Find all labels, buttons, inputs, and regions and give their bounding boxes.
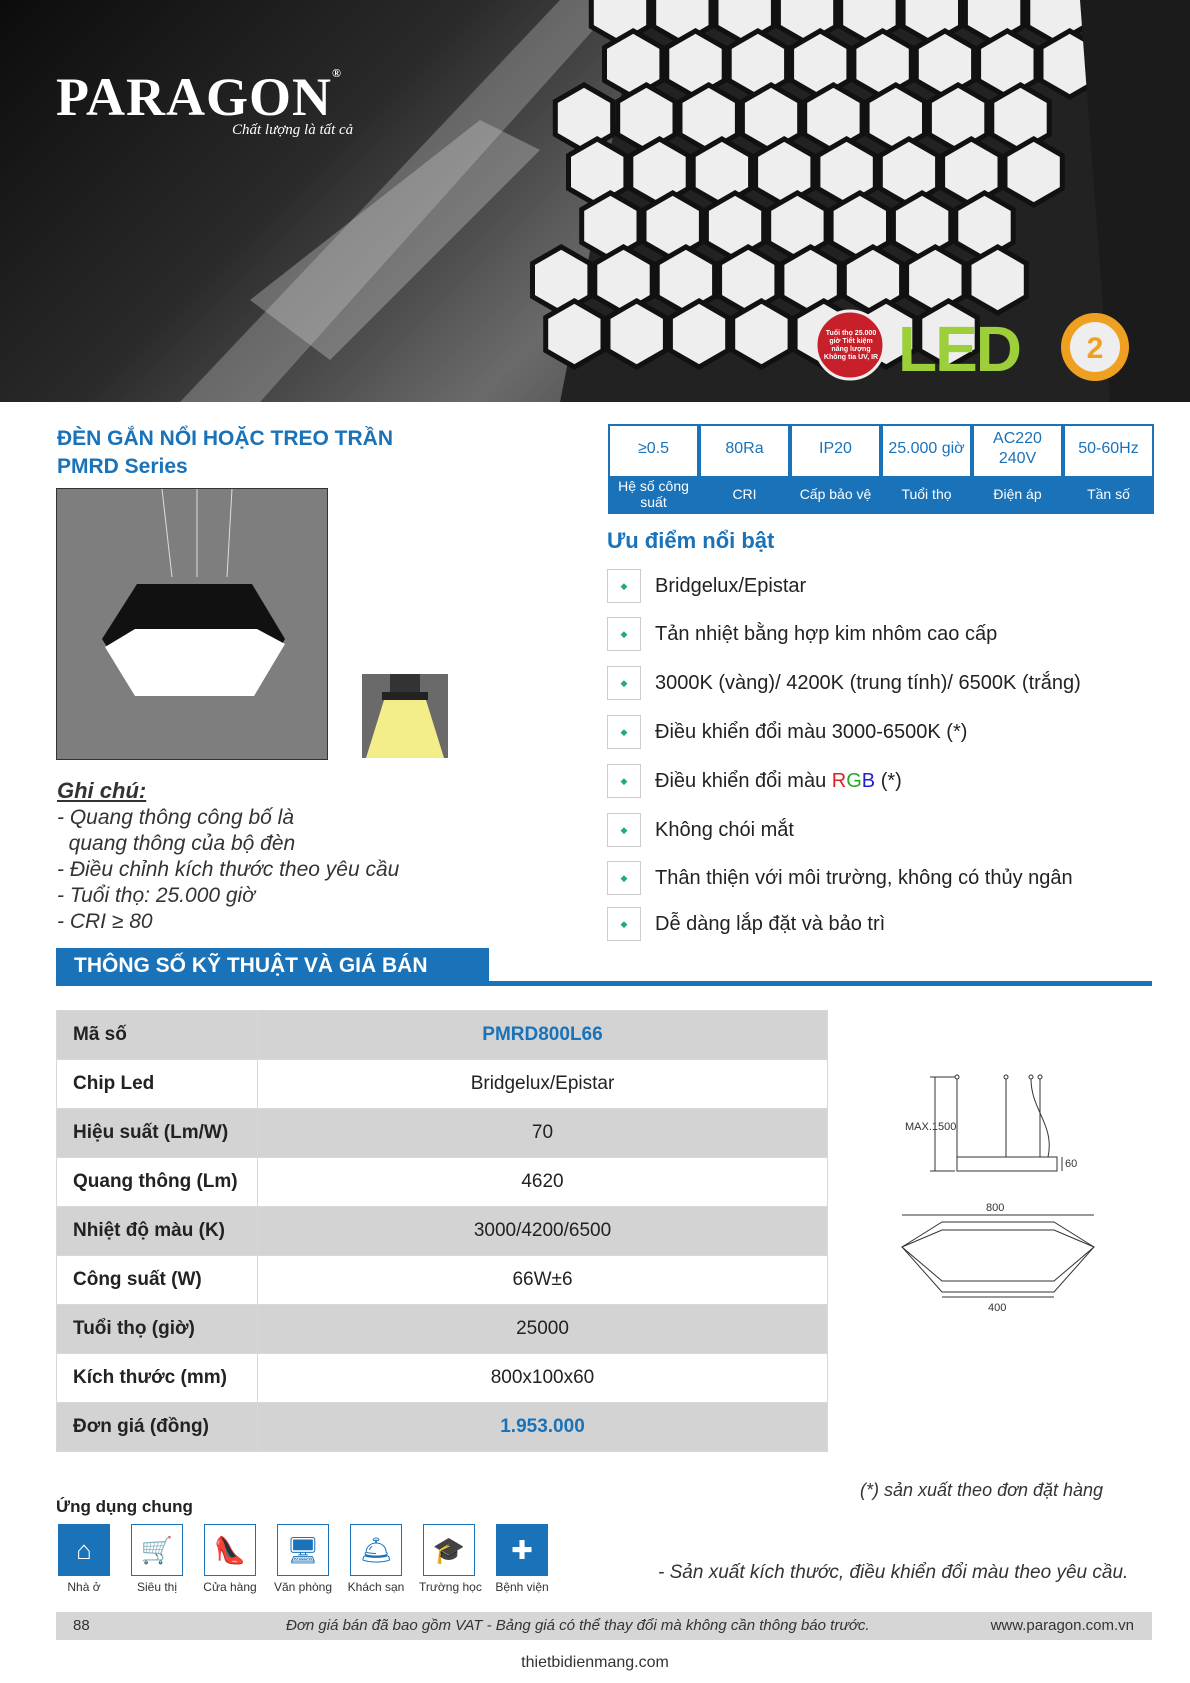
brand-slogan: Chất lượng là tất cả bbox=[232, 122, 354, 138]
advantage-item bbox=[607, 906, 885, 942]
advantage-text: Tản nhiệt bằng hợp kim nhôm cao cấp bbox=[655, 622, 998, 645]
application-item bbox=[346, 1524, 406, 1594]
row-key: Mã số bbox=[57, 1011, 258, 1060]
application-label: Khách sạn bbox=[347, 1580, 405, 1594]
advantages-title: Ưu điểm nổi bật bbox=[607, 528, 775, 553]
ceiling-hexagon bbox=[670, 301, 727, 367]
advantage-text: Điều khiển đổi màu 3000-6500K (*) bbox=[655, 720, 968, 743]
spec-label: Hệ số công suất bbox=[610, 476, 697, 512]
product-photo bbox=[56, 488, 328, 760]
table-row bbox=[57, 1256, 828, 1305]
row-value: 70 bbox=[258, 1109, 828, 1158]
spec-label: CRI bbox=[701, 476, 788, 512]
advantage-item bbox=[607, 616, 997, 652]
application-label: Văn phòng bbox=[273, 1580, 333, 1594]
heatsink-icon: ◆ bbox=[607, 617, 641, 651]
row-value: 3000/4200/6500 bbox=[258, 1207, 828, 1256]
spec-value: IP20 bbox=[819, 440, 852, 457]
bellboy-icon: 🛎 bbox=[350, 1524, 402, 1576]
section-title: THÔNG SỐ KỸ THUẬT VÀ GIÁ BÁN bbox=[56, 948, 489, 984]
spec-label: Tần số bbox=[1065, 476, 1152, 512]
graduation-cap-icon: 🎓 bbox=[423, 1524, 475, 1576]
application-label: Siêu thị bbox=[136, 1580, 178, 1594]
application-item bbox=[54, 1524, 114, 1594]
row-key: Quang thông (Lm) bbox=[57, 1158, 258, 1207]
advantage-item bbox=[607, 860, 1073, 896]
bottom-width-label: 400 bbox=[988, 1302, 1007, 1314]
footer-bar bbox=[56, 1612, 1152, 1640]
ceiling-hexagon bbox=[608, 301, 665, 367]
rgb-icon: ◆ bbox=[607, 764, 641, 798]
product-title: ĐÈN GẮN NỔI HOẶC TREO TRẦN bbox=[57, 427, 393, 450]
spec-box bbox=[699, 424, 790, 514]
spec-value: 50-60Hz bbox=[1078, 440, 1139, 457]
row-value: 1.953.000 bbox=[258, 1403, 828, 1452]
spec-box bbox=[972, 424, 1063, 514]
application-item bbox=[273, 1524, 333, 1594]
application-label: Cửa hàng bbox=[203, 1580, 257, 1594]
note-line: - Điều chỉnh kích thước theo yêu cầu bbox=[57, 858, 400, 881]
height-label: 60 bbox=[1065, 1158, 1078, 1170]
advantage-item bbox=[607, 665, 1081, 701]
note-line: - CRI ≥ 80 bbox=[57, 910, 153, 933]
ceiling-hexagon bbox=[969, 247, 1026, 313]
advantage-text: Thân thiện với môi trường, không có thủy ngân bbox=[655, 866, 1073, 889]
spec-value: 80Ra bbox=[725, 440, 764, 457]
house-icon: ⌂ bbox=[58, 1524, 110, 1576]
spec-label: Cấp bảo vệ bbox=[792, 476, 879, 512]
note-line: - Quang thông công bố là bbox=[57, 806, 295, 829]
hospital-cross-icon: ✚ bbox=[496, 1524, 548, 1576]
spec-box bbox=[790, 424, 881, 514]
spec-price-table bbox=[56, 1010, 828, 1452]
paragon-logo: PARAGON® bbox=[56, 66, 342, 127]
spec-value: ≥0.5 bbox=[637, 440, 670, 457]
spec-box bbox=[608, 424, 699, 514]
page-number: 88 bbox=[73, 1617, 90, 1634]
high-heel-icon: 👠 bbox=[204, 1524, 256, 1576]
table-row bbox=[57, 1354, 828, 1403]
warranty-years: 2 bbox=[1086, 332, 1104, 365]
spec-value: AC220 240V bbox=[993, 430, 1042, 467]
row-value: PMRD800L66 bbox=[258, 1011, 828, 1060]
application-item bbox=[419, 1524, 482, 1594]
note-line: - Tuổi thọ: 25.000 giờ bbox=[57, 884, 255, 907]
advantage-text: Dễ dàng lắp đặt và bảo trì bbox=[655, 912, 886, 935]
product-series: PMRD Series bbox=[57, 455, 188, 478]
eye-icon: ◆ bbox=[607, 813, 641, 847]
row-key: Kích thước (mm) bbox=[57, 1354, 258, 1403]
advantage-text: Không chói mắt bbox=[655, 818, 794, 841]
spec-value: 25.000 giờ bbox=[888, 440, 965, 457]
source-site: thietbidienmang.com bbox=[521, 1654, 669, 1671]
smd-chip-icon: ◆ bbox=[607, 569, 641, 603]
ceiling-hexagon bbox=[546, 301, 603, 367]
application-item bbox=[127, 1524, 187, 1594]
applications-title: Ứng dụng chung bbox=[56, 1497, 193, 1516]
row-value: 66W±6 bbox=[258, 1256, 828, 1305]
row-value: 4620 bbox=[258, 1158, 828, 1207]
note-line: quang thông của bộ đèn bbox=[57, 832, 296, 855]
table-row bbox=[57, 1011, 828, 1060]
advantage-item bbox=[607, 812, 794, 848]
application-item bbox=[492, 1524, 552, 1594]
vat-note: Đơn giá bán đã bao gồm VAT - Bảng giá có thể thay đổi mà không cần thông báo trước. bbox=[286, 1617, 870, 1634]
spec-box bbox=[881, 424, 972, 514]
row-value: 25000 bbox=[258, 1305, 828, 1354]
tunable-icon: ◆ bbox=[607, 715, 641, 749]
order-note: (*) sản xuất theo đơn đặt hàng bbox=[860, 1480, 1104, 1500]
table-row bbox=[57, 1305, 828, 1354]
max-length-label: MAX.1500 bbox=[905, 1121, 957, 1133]
advantage-item bbox=[607, 714, 967, 750]
lifetime-badge: Tuổi thọ 25.000 giờ Tiết kiệm năng lượng Không tia UV, IR bbox=[823, 330, 879, 361]
spec-label: Tuổi thọ bbox=[883, 476, 970, 512]
application-label: Nhà ở bbox=[67, 1580, 101, 1594]
width-label: 800 bbox=[986, 1202, 1005, 1214]
row-value: Bridgelux/Epistar bbox=[258, 1060, 828, 1109]
advantage-text: Điều khiển đổi màu RGB (*) bbox=[655, 769, 902, 792]
table-row bbox=[57, 1403, 828, 1452]
row-key: Nhiệt độ màu (K) bbox=[57, 1207, 258, 1256]
row-key: Hiệu suất (Lm/W) bbox=[57, 1109, 258, 1158]
row-key: Chip Led bbox=[57, 1060, 258, 1109]
table-row bbox=[57, 1158, 828, 1207]
row-key: Đơn giá (đồng) bbox=[57, 1403, 258, 1452]
shopping-cart-icon: 🛒 bbox=[131, 1524, 183, 1576]
website-link[interactable]: www.paragon.com.vn bbox=[990, 1617, 1134, 1634]
application-label: Trường học bbox=[419, 1580, 482, 1594]
table-row bbox=[57, 1207, 828, 1256]
dimension-drawing bbox=[880, 1065, 1120, 1405]
application-item bbox=[200, 1524, 260, 1594]
hero-banner bbox=[0, 0, 1190, 402]
table-row bbox=[57, 1109, 828, 1158]
row-key: Công suất (W) bbox=[57, 1256, 258, 1305]
custom-note: - Sản xuất kích thước, điều khiển đổi màu theo yêu cầu. bbox=[658, 1562, 1129, 1583]
advantage-text: Bridgelux/Epistar bbox=[655, 574, 807, 597]
ceiling-hexagon bbox=[733, 301, 790, 367]
row-key: Tuổi thọ (giờ) bbox=[57, 1305, 258, 1354]
section-divider bbox=[56, 981, 1152, 986]
eco-icon: ◆ bbox=[607, 861, 641, 895]
notes-title: Ghi chú: bbox=[57, 778, 147, 803]
ceiling-hexagon bbox=[1005, 139, 1062, 205]
advantage-item bbox=[607, 568, 806, 604]
row-value: 800x100x60 bbox=[258, 1354, 828, 1403]
computer-icon: 🖥 bbox=[277, 1524, 329, 1576]
advantage-text: 3000K (vàng)/ 4200K (trung tính)/ 6500K (trắng) bbox=[655, 671, 1081, 694]
tools-icon: ◆ bbox=[607, 907, 641, 941]
spec-label: Điện áp bbox=[974, 476, 1061, 512]
led-logo: LED bbox=[898, 313, 1020, 385]
table-row bbox=[57, 1060, 828, 1109]
application-label: Bệnh viện bbox=[495, 1580, 549, 1594]
advantage-item bbox=[607, 763, 902, 799]
light-beam-icon bbox=[362, 674, 448, 758]
color-temperature-icon: ◆ bbox=[607, 666, 641, 700]
spec-box bbox=[1063, 424, 1154, 514]
